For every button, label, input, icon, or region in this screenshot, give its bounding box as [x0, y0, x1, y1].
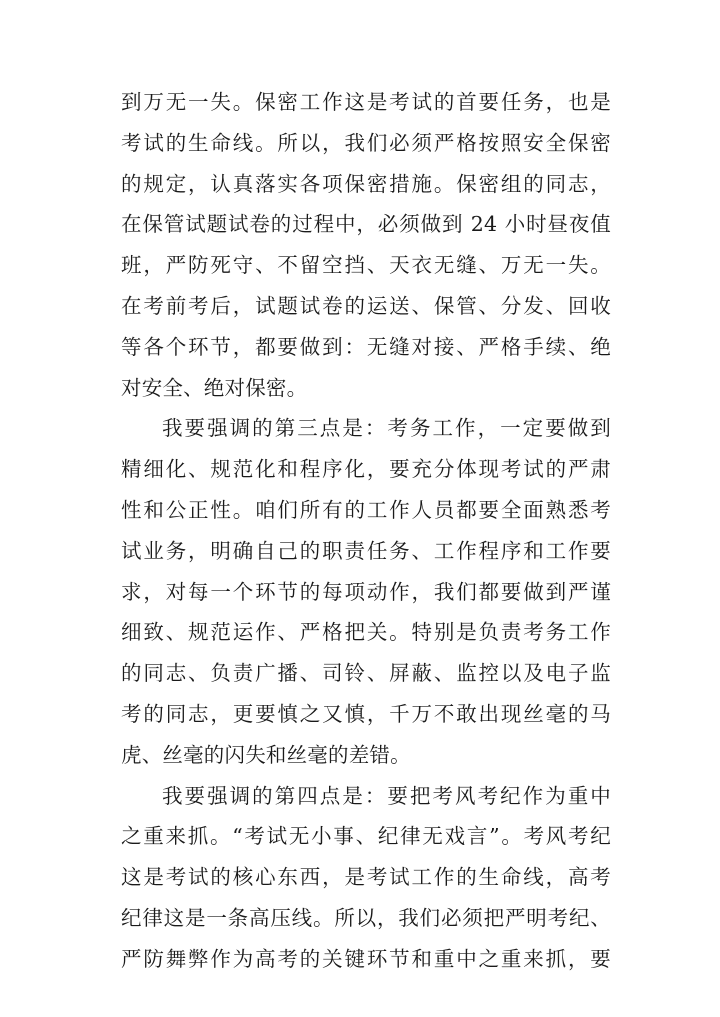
paragraph-line: 我要强调的第三点是：考务工作，一定要做到: [162, 416, 611, 441]
paragraph-line: 的同志、负责广播、司铃、屏蔽、监控以及电子监: [121, 661, 611, 686]
paragraph-line: 这是考试的核心东西，是考试工作的生命线，高考: [121, 865, 611, 890]
paragraph-line: 细致、规范运作、严格把关。特别是负责考务工作: [121, 620, 611, 645]
paragraph-line: 班，严防死守、不留空挡、天衣无缝、万无一失。: [121, 253, 611, 278]
paragraph-line: 性和公正性。咱们所有的工作人员都要全面熟悉考: [121, 497, 611, 522]
paragraph-line: 精细化、规范化和程序化，要充分体现考试的严肃: [121, 457, 611, 482]
paragraph-line: 考试的生命线。所以，我们必须严格按照安全保密: [121, 130, 611, 155]
paragraph-line: 试业务，明确自己的职责任务、工作程序和工作要: [121, 538, 611, 563]
paragraph-line: 到万无一失。保密工作这是考试的首要任务，也是: [121, 90, 611, 114]
paragraph-line: 在保管试题试卷的过程中，必须做到 24 小时昼夜值: [121, 212, 611, 237]
paragraph-line: 我要强调的第四点是：要把考风考纪作为重中: [162, 783, 611, 808]
paragraph-line: 求，对每一个环节的每项动作，我们都要做到严谨: [121, 579, 611, 604]
paragraph-line: 的规定，认真落实各项保密措施。保密组的同志，: [121, 171, 611, 196]
paragraph-line: 对安全、绝对保密。: [121, 375, 308, 400]
paragraph-line: 等各个环节，都要做到：无缝对接、严格手续、绝: [121, 334, 611, 359]
document-body: [121, 82, 611, 980]
paragraph-line: 之重来抓。“考试无小事、纪律无戏言”。考风考纪: [121, 824, 611, 849]
paragraph-line: 考的同志，更要慎之又慎，千万不敢出现丝毫的马: [121, 701, 611, 726]
paragraph-line: 在考前考后，试题试卷的运送、保管、分发、回收: [121, 293, 611, 318]
paragraph-line: 纪律这是一条高压线。所以，我们必须把严明考纪、: [121, 905, 611, 930]
paragraph-line: 严防舞弊作为高考的关键环节和重中之重来抓，要: [121, 946, 611, 971]
paragraph-line: 虎、丝毫的闪失和丝毫的差错。: [121, 742, 411, 767]
